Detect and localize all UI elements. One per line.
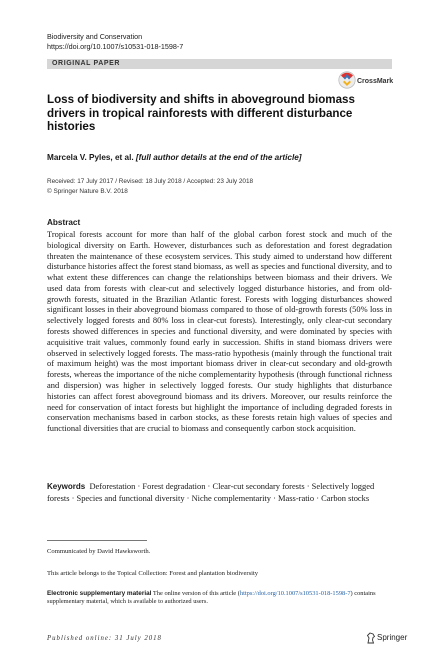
keywords-block [47,481,392,504]
crossmark-label: CrossMark [357,78,394,85]
paper-type-label: ORIGINAL PAPER [52,60,121,67]
springer-logo [366,632,406,644]
article-title: Loss of biodiversity and shifts in aboveground biomass drivers in tropical rainforests with different disturbance histories [47,93,355,134]
keywords-label: Keywords [47,482,86,491]
published-online: Published online: 31 July 2018 [47,635,162,642]
keywords-list: Deforestation · Forest degradation · Clear-cut secondary forests · Selectively logged forests · Species and functional diversity · Niche complementarity · Mass-ratio · Carbon stocks [47,481,375,503]
communicated-by-note: Communicated by David Hawksworth. [47,548,151,555]
topical-collection-note: This article belongs to the Topical Collection: Forest and plantation biodiversity [47,570,259,577]
authors-line [47,153,302,163]
springer-horse-icon [366,632,376,644]
author-names: Marcela V. Pyles, et al. [47,153,134,162]
esm-label: Electronic supplementary material [47,590,152,597]
history-dates: Received: 17 July 2017 / Revised: 18 July 2018 / Accepted: 23 July 2018 [47,178,254,185]
journal-name: Biodiversity and Conservation [47,32,143,41]
springer-label: Springer [377,633,408,642]
esm-text-before: The online version of this article ( [152,590,240,597]
esm-text-after: ) contains supplementary material, which is available to authorized users. [47,590,376,606]
copyright-line: © Springer Nature B.V. 2018 [47,188,128,195]
crossmark-badge[interactable] [338,70,396,92]
esm-doi-link[interactable]: https://doi.org/10.1007/s10531-018-1598-7 [239,590,351,597]
abstract-heading: Abstract [47,218,81,227]
doi-link[interactable]: https://doi.org/10.1007/s10531-018-1598-7 [47,42,184,51]
author-details-note[interactable]: [full author details at the end of the article] [135,153,302,162]
footnote-divider [47,540,147,541]
crossmark-icon [338,70,356,92]
supplementary-material-note [47,590,392,607]
abstract-body: Tropical forests account for more than half of the global carbon forest stock and much of the biological diversity on Earth. However, disturbances such as deforestation and forest degradation threaten the maintenance of these ecosystem services. This study aimed to understand how different disturbance histories affect the forest stand biomass, as well as species and functional diversity, and to what extent these differences can change the relationships between biomass and their drivers. We used data from forests with clear-cut and selectively logged disturbance histories, and from old-growth forests, situated in the Brazilian Atlantic forest. Forests with logging disturbances showed significant losses in their aboveground biomass compared to those of old-growth forests (50% loss in selectively logged forests and 80% loss in clear-cut forests). Interestingly, only clear-cut secondary forests showed differences in species and functional diversity, and were dominated by species with acquisitive trait values, commonly found early in succession. Shifts in stand biomass drivers were observed in selectively logged forests. The mass-ratio hypothesis (mainly through the functional trait of maximum height) was the most important biomass driver in clear-cut secondary and old-growth forests, whereas the importance of the niche complementarity hypothesis (through functional richness and dispersion) was higher in selectively logged forests. Our study highlights that disturbance histories can affect forest aboveground biomass and its drivers. Moreover, our results reinforce the need for conservation of intact forests but highlight the importance of including degraded forests in conservation mechanisms based in carbon stocks, as these forests retain high values of species and functional diversities that are crucial to biomass and consequently carbon stock acquisition. [47,229,392,434]
